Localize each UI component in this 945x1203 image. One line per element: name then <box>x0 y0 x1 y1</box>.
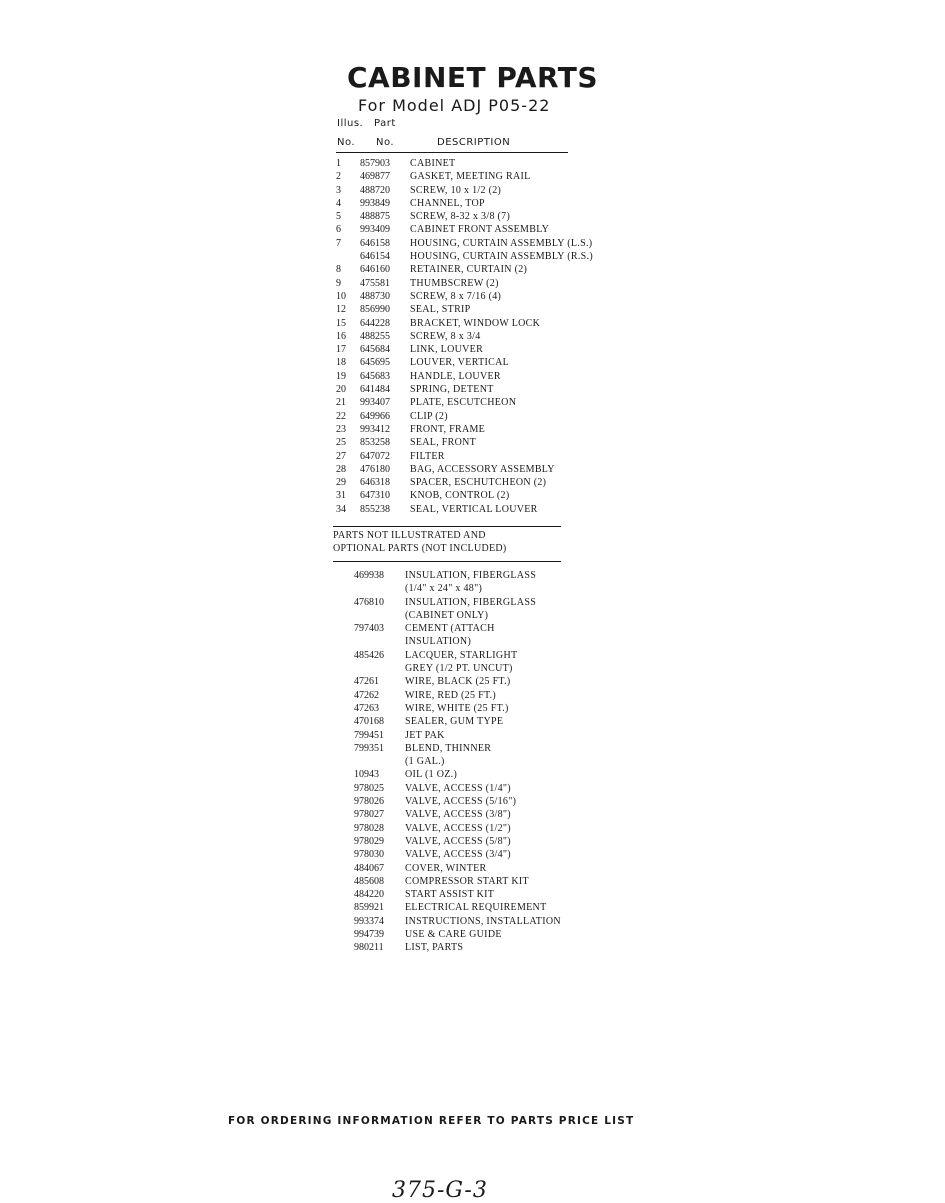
optional-parts-row <box>354 928 561 941</box>
part-description-continued: GREY (1/2 PT. UNCUT) <box>405 663 513 675</box>
part-number: 978029 <box>354 835 384 847</box>
part-number: 993374 <box>354 915 384 927</box>
part-description-block <box>405 675 511 688</box>
part-description: INSULATION, FIBERGLASS <box>405 570 537 581</box>
part-description-continued: INSULATION) <box>405 636 472 648</box>
optional-parts-row <box>354 848 561 861</box>
part-description: COVER, WINTER <box>405 862 487 874</box>
part-description-block <box>405 782 511 795</box>
parts-row <box>336 317 593 330</box>
part-description: BLEND, THINNER <box>405 742 492 754</box>
optional-parts-row <box>354 822 561 835</box>
part-description: HOUSING, CURTAIN ASSEMBLY (L.S.) <box>410 237 593 249</box>
part-description: SPRING, DETENT <box>410 384 494 396</box>
part-number: 797403 <box>354 623 384 635</box>
part-number: 994739 <box>354 929 384 941</box>
part-description: BRACKET, WINDOW LOCK <box>410 317 541 329</box>
part-number: 978030 <box>354 849 384 861</box>
column-header-part-no: No. <box>376 137 395 148</box>
illus-number: 10 <box>336 290 346 302</box>
part-description: WIRE, RED (25 FT.) <box>405 689 497 701</box>
part-number: 859921 <box>354 902 384 914</box>
part-description-block <box>405 689 496 702</box>
part-description-block <box>405 862 487 875</box>
part-number: 647310 <box>360 490 390 502</box>
part-number: 469938 <box>354 570 384 581</box>
part-description: LIST, PARTS <box>405 942 464 954</box>
part-number: 853258 <box>360 437 390 449</box>
parts-row <box>336 383 593 396</box>
part-description-block <box>405 702 509 715</box>
part-description: USE & CARE GUIDE <box>405 929 502 941</box>
part-description: VALVE, ACCESS (5/16") <box>405 796 517 808</box>
part-description: COMPRESSOR START KIT <box>405 875 529 887</box>
parts-row <box>336 330 593 343</box>
optional-parts-row <box>354 795 561 808</box>
optional-parts-row <box>354 569 561 596</box>
parts-row <box>336 157 593 170</box>
column-header-illus-no: No. <box>337 137 356 148</box>
optional-parts-row <box>354 768 561 781</box>
illus-number: 5 <box>336 211 341 223</box>
part-description: VALVE, ACCESS (1/2") <box>405 822 511 834</box>
optional-parts-row <box>354 596 561 623</box>
part-number: 644228 <box>360 317 390 329</box>
part-description-block <box>405 901 547 914</box>
part-number: 47262 <box>354 689 379 701</box>
illus-number: 31 <box>336 490 346 502</box>
optional-parts-row <box>354 689 561 702</box>
part-number: 475581 <box>360 277 390 289</box>
part-description: INSULATION, FIBERGLASS <box>405 596 537 608</box>
part-description: LINK, LOUVER <box>410 344 484 356</box>
part-description: CABINET <box>410 158 456 169</box>
part-number: 857903 <box>360 158 390 169</box>
part-number: 47261 <box>354 676 379 688</box>
parts-row <box>336 290 593 303</box>
optional-parts-row <box>354 888 561 901</box>
part-number: 856990 <box>360 304 390 316</box>
part-description: SPACER, ESCHUTCHEON (2) <box>410 477 547 489</box>
part-description: THUMBSCREW (2) <box>410 277 499 289</box>
part-number: 647072 <box>360 450 390 462</box>
optional-parts-row <box>354 622 561 649</box>
parts-row <box>336 396 593 409</box>
optional-parts-list <box>354 569 561 955</box>
model-subtitle: For Model ADJ P05-22 <box>358 96 551 115</box>
part-description: WIRE, BLACK (25 FT.) <box>405 676 511 688</box>
optional-parts-row <box>354 915 561 928</box>
part-description-block <box>405 649 517 676</box>
part-description-continued: (1 GAL.) <box>405 756 445 768</box>
column-header-part: Part <box>374 118 396 129</box>
optional-parts-row <box>354 649 561 676</box>
illus-number: 17 <box>336 344 346 356</box>
optional-parts-row <box>354 862 561 875</box>
part-number: 646318 <box>360 477 390 489</box>
illus-number <box>336 250 360 263</box>
section-note-line-1: PARTS NOT ILLUSTRATED AND <box>333 530 486 541</box>
part-description-block <box>405 622 495 649</box>
part-number: 799451 <box>354 729 384 741</box>
column-header-illus: Illus. <box>337 118 364 129</box>
part-description: WIRE, WHITE (25 FT.) <box>405 702 509 714</box>
part-description: PLATE, ESCUTCHEON <box>410 397 517 409</box>
part-description: BAG, ACCESSORY ASSEMBLY <box>410 463 555 475</box>
part-description: VALVE, ACCESS (1/4") <box>405 782 511 794</box>
part-number: 980211 <box>354 942 384 954</box>
parts-row <box>336 303 593 316</box>
illus-number: 8 <box>336 264 341 276</box>
illus-number: 18 <box>336 357 346 369</box>
parts-row <box>336 463 593 476</box>
part-description: CABINET FRONT ASSEMBLY <box>410 224 550 236</box>
parts-row <box>336 489 593 502</box>
part-number: 10943 <box>354 769 379 781</box>
optional-parts-row <box>354 729 561 742</box>
illus-number: 3 <box>336 184 341 196</box>
part-number: 476180 <box>360 463 390 475</box>
illus-number: 23 <box>336 423 346 435</box>
illus-number: 25 <box>336 437 346 449</box>
part-number: 855238 <box>360 503 390 515</box>
parts-row <box>336 370 593 383</box>
optional-parts-row <box>354 675 561 688</box>
parts-row <box>336 250 593 263</box>
parts-row <box>336 503 593 516</box>
optional-parts-row <box>354 782 561 795</box>
part-number: 485608 <box>354 875 384 887</box>
part-description: CEMENT (ATTACH <box>405 623 495 635</box>
part-description: JET PAK <box>405 729 445 741</box>
parts-row <box>336 237 593 250</box>
part-description: OIL (1 OZ.) <box>405 769 458 781</box>
illus-number: 1 <box>336 158 341 169</box>
illus-number: 4 <box>336 197 341 209</box>
part-description: SEAL, FRONT <box>410 437 477 449</box>
part-description: ELECTRICAL REQUIREMENT <box>405 902 547 914</box>
part-description: VALVE, ACCESS (3/4") <box>405 849 511 861</box>
part-description-block <box>405 875 529 888</box>
optional-parts-row <box>354 742 561 769</box>
part-description-block <box>405 941 463 954</box>
parts-row <box>336 197 593 210</box>
parts-row <box>336 476 593 489</box>
part-number: 488730 <box>360 290 390 302</box>
part-number: 993409 <box>360 224 390 236</box>
illus-number: 21 <box>336 397 346 409</box>
optional-parts-row <box>354 941 561 954</box>
illus-number: 22 <box>336 410 346 422</box>
illus-number: 2 <box>336 171 341 183</box>
part-description: FILTER <box>410 450 445 462</box>
part-description-block <box>405 715 503 728</box>
illus-number: 28 <box>336 463 346 475</box>
part-number: 978028 <box>354 822 384 834</box>
illus-number: 19 <box>336 370 346 382</box>
parts-list <box>336 157 593 516</box>
part-description-block <box>405 808 511 821</box>
parts-row <box>336 210 593 223</box>
parts-row <box>336 184 593 197</box>
part-description: INSTRUCTIONS, INSTALLATION <box>405 915 561 927</box>
illus-number: 12 <box>336 304 346 316</box>
part-number: 978026 <box>354 796 384 808</box>
part-description-continued: (CABINET ONLY) <box>405 609 489 621</box>
part-description-block <box>405 742 491 769</box>
part-description-block <box>405 848 511 861</box>
optional-parts-row <box>354 835 561 848</box>
illus-number: 27 <box>336 450 346 462</box>
part-description: HANDLE, LOUVER <box>410 370 501 382</box>
part-number: 993407 <box>360 397 390 409</box>
part-description-block <box>405 795 516 808</box>
part-description: SEALER, GUM TYPE <box>405 716 504 728</box>
section-note <box>333 529 507 555</box>
part-number: 993849 <box>360 197 390 209</box>
part-number: 476810 <box>354 596 384 608</box>
part-description-block <box>405 569 536 596</box>
part-description: RETAINER, CURTAIN (2) <box>410 264 528 276</box>
part-number: 799351 <box>354 742 384 754</box>
part-number: 646160 <box>360 264 390 276</box>
part-description: LOUVER, VERTICAL <box>410 357 510 369</box>
part-number: 646158 <box>360 237 390 249</box>
part-description-block <box>405 729 445 742</box>
handwritten-reference: 375-G-3 <box>392 1178 488 1203</box>
parts-row <box>336 356 593 369</box>
part-number: 645695 <box>360 357 390 369</box>
section-note-line-2: OPTIONAL PARTS (NOT INCLUDED) <box>333 543 507 554</box>
part-number: 978025 <box>354 782 384 794</box>
illus-number: 29 <box>336 477 346 489</box>
part-description: FRONT, FRAME <box>410 423 486 435</box>
illus-number: 7 <box>336 237 341 249</box>
optional-parts-row <box>354 875 561 888</box>
parts-row <box>336 223 593 236</box>
parts-row <box>336 410 593 423</box>
part-number: 645684 <box>360 344 390 356</box>
part-number: 488875 <box>360 211 390 223</box>
part-description: SCREW, 8 x 3/4 <box>410 330 481 342</box>
part-number: 469877 <box>360 171 390 183</box>
header-rule <box>336 152 568 153</box>
part-description: KNOB, CONTROL (2) <box>410 490 510 502</box>
illus-number: 6 <box>336 224 341 236</box>
part-number: 993412 <box>360 423 390 435</box>
page-title: CABINET PARTS <box>347 61 599 94</box>
part-number: 646154 <box>360 251 390 263</box>
optional-parts-row <box>354 715 561 728</box>
parts-row <box>336 450 593 463</box>
part-description: SEAL, VERTICAL LOUVER <box>410 503 538 515</box>
parts-row <box>336 423 593 436</box>
part-description-block <box>405 768 457 781</box>
part-description: LACQUER, STARLIGHT <box>405 649 518 661</box>
part-number: 488720 <box>360 184 390 196</box>
part-description: SCREW, 10 x 1/2 (2) <box>410 184 502 196</box>
column-header-description: DESCRIPTION <box>437 137 511 148</box>
part-number: 484220 <box>354 889 384 901</box>
part-number: 485426 <box>354 649 384 661</box>
part-description-block <box>405 915 561 928</box>
optional-parts-row <box>354 808 561 821</box>
part-description-block <box>405 835 511 848</box>
part-description: SEAL, STRIP <box>410 304 471 316</box>
illus-number: 20 <box>336 384 346 396</box>
parts-row <box>336 170 593 183</box>
part-number: 978027 <box>354 809 384 821</box>
part-description-block <box>405 928 502 941</box>
part-description: SCREW, 8-32 x 3/8 (7) <box>410 211 511 223</box>
part-description: GASKET, MEETING RAIL <box>410 171 531 183</box>
section-divider-top <box>333 526 561 527</box>
optional-parts-row <box>354 702 561 715</box>
part-description: VALVE, ACCESS (5/8") <box>405 835 511 847</box>
illus-number: 9 <box>336 277 341 289</box>
illus-number: 34 <box>336 503 346 515</box>
part-number: 641484 <box>360 384 390 396</box>
part-description: CLIP (2) <box>410 410 448 422</box>
part-description: HOUSING, CURTAIN ASSEMBLY (R.S.) <box>410 251 593 263</box>
part-description-block <box>405 596 536 623</box>
part-description: VALVE, ACCESS (3/8") <box>405 809 511 821</box>
parts-row <box>336 263 593 276</box>
part-description-block <box>405 888 494 901</box>
part-description-block <box>405 822 511 835</box>
part-number: 470168 <box>354 716 384 728</box>
part-description: SCREW, 8 x 7/16 (4) <box>410 290 502 302</box>
part-description: START ASSIST KIT <box>405 889 495 901</box>
parts-row <box>336 277 593 290</box>
part-description-continued: (1/4" x 24" x 48") <box>405 583 483 595</box>
part-description: CHANNEL, TOP <box>410 197 485 209</box>
section-divider-bottom <box>333 561 561 562</box>
part-number: 484067 <box>354 862 384 874</box>
parts-row <box>336 343 593 356</box>
part-number: 488255 <box>360 330 390 342</box>
illus-number: 16 <box>336 330 346 342</box>
illus-number: 15 <box>336 317 346 329</box>
part-number: 47263 <box>354 702 379 714</box>
part-number: 645683 <box>360 370 390 382</box>
optional-parts-row <box>354 901 561 914</box>
ordering-footer: FOR ORDERING INFORMATION REFER TO PARTS PRICE LIST <box>228 1115 635 1127</box>
part-number: 649966 <box>360 410 390 422</box>
parts-row <box>336 436 593 449</box>
